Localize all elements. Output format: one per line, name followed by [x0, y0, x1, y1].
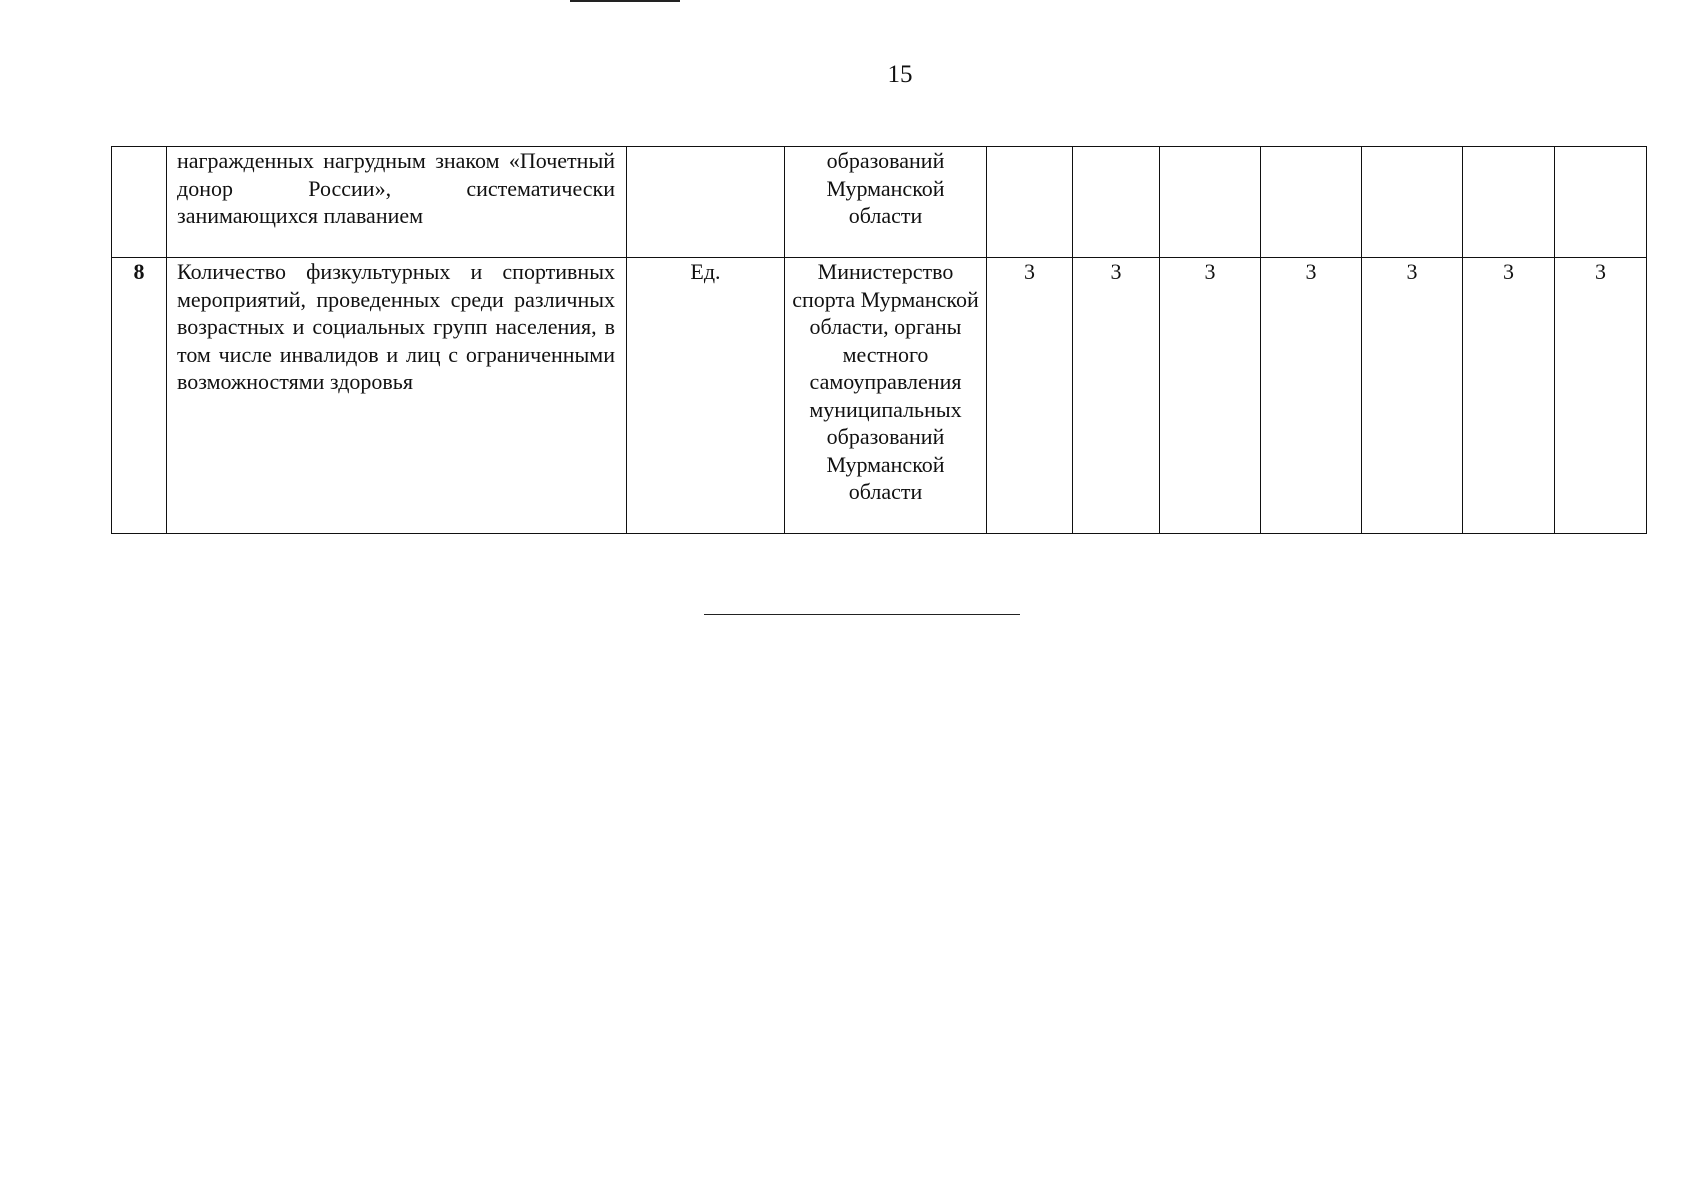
- end-of-document-rule: [704, 614, 1020, 615]
- table-row: [112, 147, 1647, 258]
- unit-cell: [627, 147, 785, 258]
- value-cell: 3: [1160, 258, 1261, 534]
- responsible-cell: образований Мурманской области: [785, 147, 987, 258]
- row-number-cell: [112, 147, 167, 258]
- value-cell: 3: [1362, 258, 1463, 534]
- row-number-cell: 8: [112, 258, 167, 534]
- indicators-table: [111, 146, 1647, 534]
- value-cell: [1160, 147, 1261, 258]
- value-cell: [1362, 147, 1463, 258]
- indicator-name-cell: награжденных нагрудным знаком «Почетный донор России», систематически занимающихся плаванием: [167, 147, 627, 258]
- table-row: [112, 258, 1647, 534]
- responsible-cell: Министерство спорта Мурманской области, органы местного самоуправления муниципальных образований Мурманской области: [785, 258, 987, 534]
- scan-artifact-line: [570, 0, 680, 2]
- unit-cell: Ед.: [627, 258, 785, 534]
- value-cell: [987, 147, 1073, 258]
- value-cell: 3: [1555, 258, 1647, 534]
- value-cell: 3: [1073, 258, 1160, 534]
- value-cell: [1261, 147, 1362, 258]
- value-cell: 3: [987, 258, 1073, 534]
- value-cell: [1555, 147, 1647, 258]
- value-cell: 3: [1463, 258, 1555, 534]
- indicator-name-cell: Количество физкультурных и спортивных мероприятий, проведенных среди различных возрастных и социальных групп населения, в том числе инвалидов и лиц с ограниченными возможностями здоровья: [167, 258, 627, 534]
- page-number: 15: [887, 61, 913, 88]
- value-cell: [1463, 147, 1555, 258]
- value-cell: [1073, 147, 1160, 258]
- value-cell: 3: [1261, 258, 1362, 534]
